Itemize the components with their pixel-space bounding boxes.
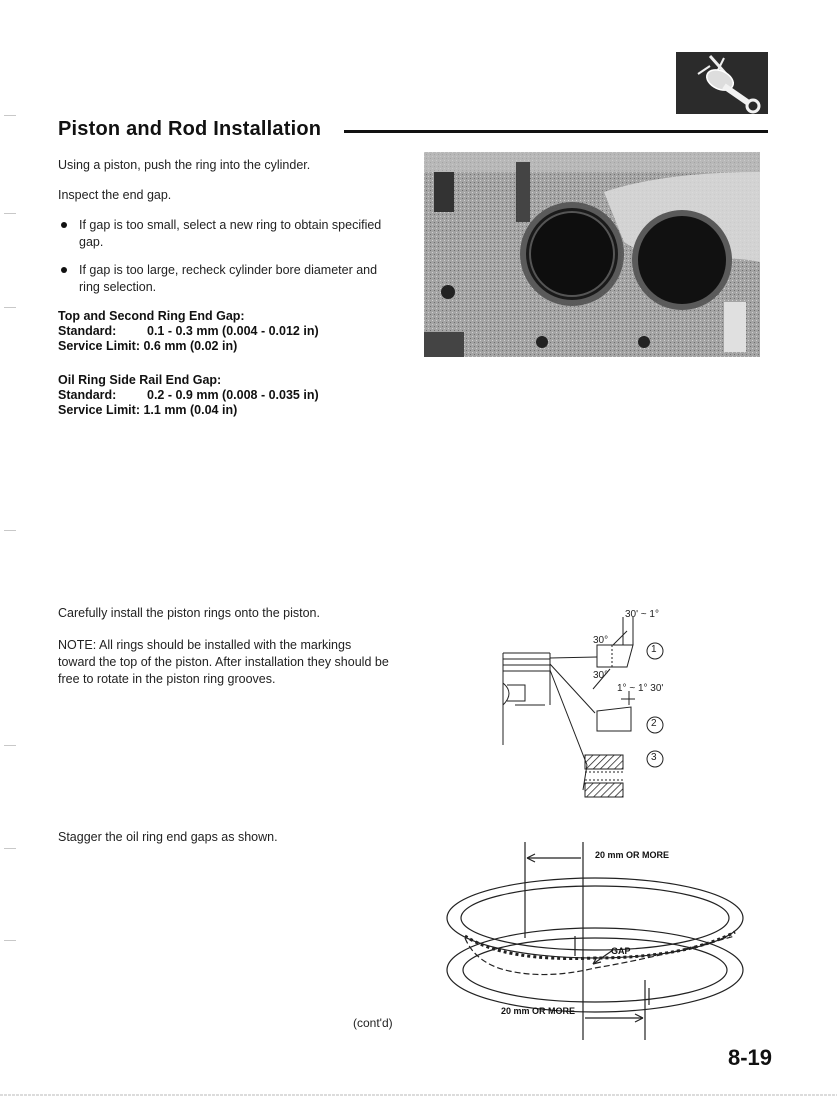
spec-top-second	[58, 309, 319, 354]
spec-value: 0.1 - 0.3 mm (0.004 - 0.012 in)	[147, 324, 319, 338]
callout-1: 1	[651, 644, 657, 655]
spec-value: 0.6 mm (0.02 in)	[143, 339, 238, 353]
intro-text: Using a piston, push the ring into the cylinder.	[58, 158, 311, 172]
angle-label-30-lower: 30°	[593, 670, 609, 681]
bullet-line: If gap is too large, recheck cylinder bore diameter and	[79, 263, 378, 277]
angle-label-second: 1° ~ 1° 30'	[617, 683, 664, 694]
spec-oil-ring	[58, 373, 319, 418]
install-note	[58, 637, 408, 688]
margin-mark	[4, 530, 16, 531]
bullet-line: gap.	[79, 235, 104, 249]
gap-label: GAP	[611, 946, 631, 956]
piston-rod-icon	[676, 52, 768, 114]
note-line: free to rotate in the piston ring grooves.	[58, 672, 276, 686]
bullet-line: If gap is too small, select a new ring to obtain specified	[79, 218, 382, 232]
gap-label-top: 20 mm OR MORE	[595, 850, 670, 860]
bullet-icon	[61, 267, 67, 273]
gap-label-bottom: 20 mm OR MORE	[501, 1006, 576, 1016]
spec-label: Standard:	[58, 324, 117, 338]
oil-ring-gap-diagram	[445, 840, 765, 1045]
bullet-item	[79, 217, 381, 251]
scan-edge-line	[0, 1083, 837, 1085]
callout-2: 2	[651, 718, 657, 729]
bullet-item	[79, 262, 377, 296]
margin-mark	[4, 115, 16, 116]
spec-label: Standard:	[58, 388, 117, 402]
spec-value: 1.1 mm (0.04 in)	[143, 403, 238, 417]
margin-mark	[4, 940, 16, 941]
margin-mark	[4, 745, 16, 746]
note-line: toward the top of the piston. After installation they should be	[58, 655, 389, 669]
page-title: Piston and Rod Installation	[58, 118, 322, 140]
title-rule	[344, 130, 768, 133]
note-line: NOTE: All rings should be installed with the markings	[58, 638, 352, 652]
stagger-text: Stagger the oil ring end gaps as shown.	[58, 830, 278, 844]
inspect-text: Inspect the end gap.	[58, 188, 172, 202]
callout-3: 3	[651, 752, 657, 763]
spec-heading: Oil Ring Side Rail End Gap:	[58, 373, 222, 387]
ring-profile-diagram	[495, 605, 695, 805]
install-text: Carefully install the piston rings onto the piston.	[58, 606, 320, 620]
margin-mark	[4, 307, 16, 308]
cylinder-photo	[424, 152, 760, 357]
page-number: 8-19	[728, 1045, 773, 1070]
margin-mark	[4, 213, 16, 214]
spec-label: Service Limit:	[58, 403, 140, 417]
bullet-icon	[61, 222, 67, 228]
angle-label-30-upper: 30°	[593, 635, 609, 646]
bullet-line: ring selection.	[79, 280, 157, 294]
spec-heading: Top and Second Ring End Gap:	[58, 309, 245, 323]
angle-label-top: 30' ~ 1°	[625, 609, 659, 620]
spec-label: Service Limit:	[58, 339, 140, 353]
spec-value: 0.2 - 0.9 mm (0.008 - 0.035 in)	[147, 388, 319, 402]
continued-text: (cont'd)	[353, 1016, 393, 1030]
margin-mark	[4, 848, 16, 849]
